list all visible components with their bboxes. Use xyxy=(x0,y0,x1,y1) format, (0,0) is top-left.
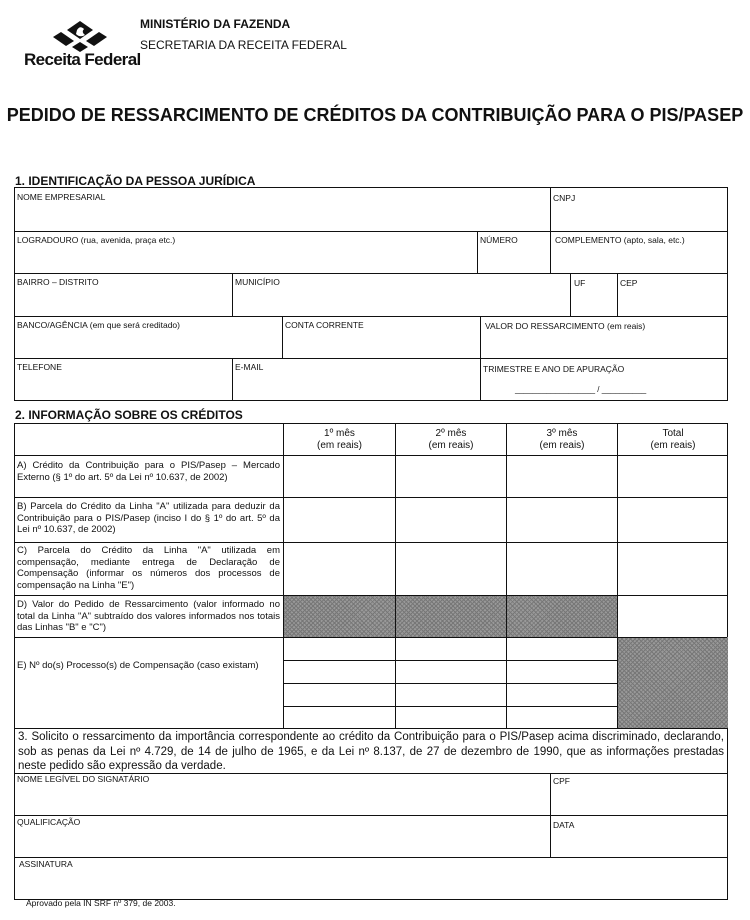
field-qualificacao[interactable]: QUALIFICAÇÃO xyxy=(17,817,81,827)
field-nome-signatario[interactable]: NOME LEGÍVEL DO SIGNATÁRIO xyxy=(17,774,150,784)
row-b-label: B) Parcela do Crédito da Linha "A" utilizada para deduzir da Contribuição para o PIS/Pasep (inciso I do § 1º do art. 5º da Lei nº 10.637, de 2002) xyxy=(17,501,280,535)
field-nome-empresarial[interactable]: NOME EMPRESARIAL xyxy=(17,192,106,202)
field-conta-corrente[interactable]: CONTA CORRENTE xyxy=(285,320,364,330)
row-c-label: C) Parcela do Crédito da Linha "A" utilizada em compensação, mediante entrega de Declaração de Compensação (informar os números dos processos de compensação na Linha "E") xyxy=(17,545,280,591)
field-uf[interactable]: UF xyxy=(574,278,586,288)
section2-heading: 2. INFORMAÇÃO SOBRE OS CRÉDITOS xyxy=(15,408,243,422)
field-cnpj[interactable]: CNPJ xyxy=(553,193,576,203)
field-valor-ressarcimento[interactable]: VALOR DO RESSARCIMENTO (em reais) xyxy=(485,321,646,331)
col-header-month2: 2º mês (em reais) xyxy=(428,428,474,451)
logo-text: Receita Federal xyxy=(24,50,141,69)
field-email[interactable]: E-MAIL xyxy=(235,362,264,372)
field-bairro[interactable]: BAIRRO – DISTRITO xyxy=(17,277,99,287)
field-telefone[interactable]: TELEFONE xyxy=(17,362,62,372)
col-header-month3: 3º mês (em reais) xyxy=(539,428,585,451)
section1-heading: 1. IDENTIFICAÇÃO DA PESSOA JURÍDICA xyxy=(15,174,256,188)
field-cpf[interactable]: CPF xyxy=(553,776,570,786)
trimestre-blank-line: __________________ / __________ xyxy=(515,385,647,394)
col-header-total: Total (em reais) xyxy=(650,428,696,451)
row-d-label: D) Valor do Pedido de Ressarcimento (valor informado no total da Linha "A" subtraído dos valores informados nos totais das Linhas "B" e "C") xyxy=(17,599,280,633)
identification-box xyxy=(14,187,728,401)
field-cep[interactable]: CEP xyxy=(620,278,638,288)
field-assinatura[interactable]: ASSINATURA xyxy=(19,859,73,869)
field-data[interactable]: DATA xyxy=(553,820,575,830)
row-e-label: E) Nº do(s) Processo(s) de Compensação (caso existam) xyxy=(17,660,259,671)
shaded-cell-total-row-e xyxy=(618,637,728,729)
declaration-box xyxy=(14,728,728,900)
field-logradouro[interactable]: LOGRADOURO (rua, avenida, praça etc.) xyxy=(17,235,176,245)
shaded-cells-row-d xyxy=(284,595,618,637)
field-complemento[interactable]: COMPLEMENTO (apto, sala, etc.) xyxy=(555,235,685,245)
field-trimestre[interactable]: TRIMESTRE E ANO DE APURAÇÃO xyxy=(483,364,625,374)
col-header-month1: 1º mês (em reais) xyxy=(316,428,362,451)
form-title: PEDIDO DE RESSARCIMENTO DE CRÉDITOS DA CONTRIBUIÇÃO PARA O PIS/PASEP xyxy=(6,105,744,125)
ministry-name: MINISTÉRIO DA FAZENDA xyxy=(140,17,291,31)
field-numero[interactable]: NÚMERO xyxy=(480,235,518,245)
secretariat-name: SECRETARIA DA RECEITA FEDERAL xyxy=(140,38,347,52)
field-municipio[interactable]: MUNICÍPIO xyxy=(235,277,280,287)
field-banco-agencia[interactable]: BANCO/AGÊNCIA (em que será creditado) xyxy=(17,320,180,330)
declaration-text: 3. Solicito o ressarcimento da importância correspondente ao crédito da Contribuição para o PIS/Pasep acima discriminado, declarando, sob as penas da Lei nº 4.729, de 14 de julho de 1965, e da Lei nº 8.137, de 27 de dezembro de 1990, que as informações prestadas neste pedido são expressão da verdade. xyxy=(18,731,724,772)
approval-footnote: Aprovado pela IN SRF nº 379, de 2003. xyxy=(26,898,176,908)
row-a-label: A) Crédito da Contribuição para o PIS/Pasep – Mercado Externo (§ 1º do art. 5º da Lei nº 10.637, de 2002) xyxy=(17,460,280,483)
credits-table xyxy=(14,423,728,729)
